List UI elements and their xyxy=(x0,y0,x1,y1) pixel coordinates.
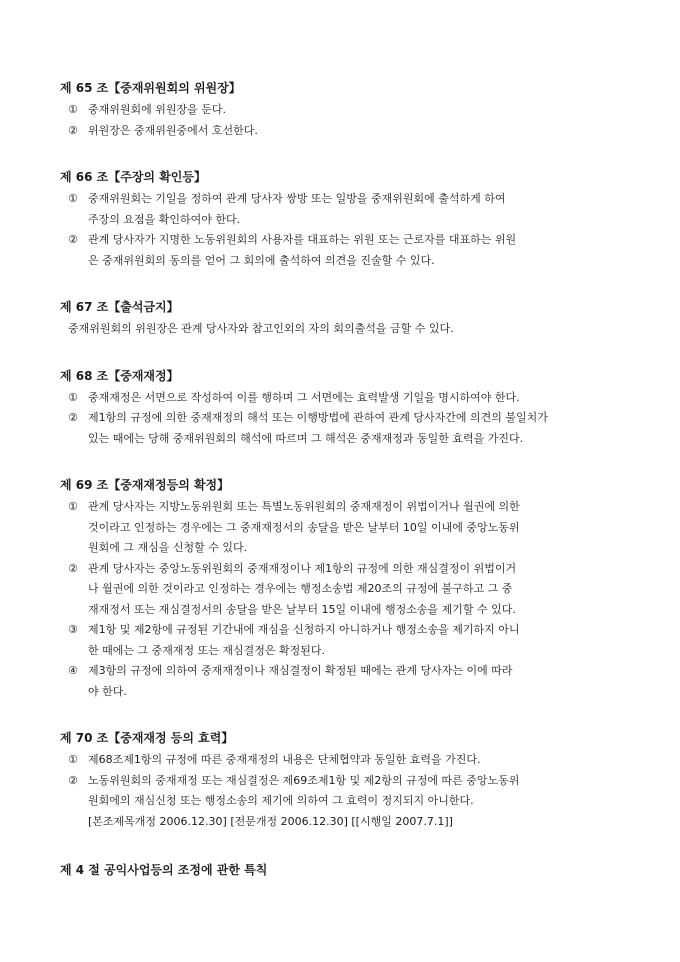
clause-number: ① xyxy=(68,103,78,116)
clause-number: ② xyxy=(68,411,78,424)
clause-number: ③ xyxy=(68,623,78,636)
clause-text-line: 것이라고 인정하는 경우에는 그 중재재정서의 송달을 받은 날부터 10일 이내에 중앙노동위 xyxy=(88,520,520,534)
clause-number: ① xyxy=(68,192,78,205)
clause-text-line: 제1항의 규정에 의한 중재재정의 해석 또는 이행방법에 관하여 관계 당사자간에 의견의 불일치가 xyxy=(88,411,548,424)
clause-text-line: 야 한다. xyxy=(88,684,127,698)
clause-text-line: 주장의 요점을 확인하여야 한다. xyxy=(88,212,241,226)
clause-text-line: 관계 당사자는 지방노동위원회 또는 특별노동위원회의 중재재정이 위법이거나 월권에 의한 xyxy=(88,500,520,513)
clause-text-line: 제68조제1항의 규정에 따른 중재재정의 내용은 단체협약과 동일한 효력을 가진다. xyxy=(88,753,481,766)
amendment-note: [본조제목개정 2006.12.30] [전문개정 2006.12.30] [[시행일 2007.7.1]] xyxy=(88,814,453,828)
clause-text-line: 있는 때에는 당해 중재위원회의 해석에 따르며 그 해석은 중재재정과 동일한 효력을 가진다. xyxy=(88,431,524,445)
article-heading: 제 65 조【중재위원회의 위원장】 xyxy=(60,81,241,95)
clause-text-line: 제1항 및 제2항에 규정된 기간내에 재심을 신청하지 아니하거나 행정소송을 제기하지 아니 xyxy=(88,623,520,636)
clause-text-line: 노동위원회의 중재재정 또는 재심결정은 제69조제1항 및 제2항의 규정에 따른 중앙노동위 xyxy=(88,773,520,787)
clause-number: ① xyxy=(68,753,78,766)
clause-text-line: 제3항의 규정에 의하여 중재재정이나 재심결정이 확정된 때에는 관계 당사자는 이에 따라 xyxy=(88,664,513,677)
clause-text-line: 나 월권에 의한 것이라고 인정하는 경우에는 행정소송법 제20조의 규정에 불구하고 그 중 xyxy=(88,582,513,595)
article-heading: 제 66 조【주장의 확인등】 xyxy=(60,170,206,184)
clause-text-line: 관계 당사자는 중앙노동위원회의 중재재정이나 제1항의 규정에 의한 재심결정이 위법이거 xyxy=(88,561,517,575)
article-heading: 제 67 조【출석금지】 xyxy=(60,300,179,314)
clause-number: ② xyxy=(68,123,78,137)
clause-text-line: 관계 당사자가 지명한 노동위원회의 사용자를 대표하는 위원 또는 근로자를 대표하는 위원 xyxy=(88,233,517,246)
clause-number: ① xyxy=(68,390,78,404)
clause-text-line: 중재위원회는 기일을 정하여 관계 당사자 쌍방 또는 일방을 중재위원회에 출석하게 하여 xyxy=(88,192,506,205)
clause-number: ② xyxy=(68,773,78,787)
article-heading: 제 69 조【중재재정등의 확정】 xyxy=(60,478,230,492)
clause-text-line: 중재재정은 서면으로 작성하여 이를 행하며 그 서면에는 효력발생 기일을 명시하여야 한다. xyxy=(88,390,520,404)
clause-text-line: 원회에 그 재심을 신청할 수 있다. xyxy=(88,541,248,554)
article-heading: 제 70 조【중재재정 등의 효력】 xyxy=(60,731,234,745)
article-text-line: 중재위원회의 위원장은 관계 당사자와 참고인외의 자의 회의출석을 금할 수 있다. xyxy=(68,322,454,335)
clause-number: ④ xyxy=(68,664,78,677)
clause-text-line: 한 때에는 그 중재재정 또는 재심결정은 확정된다. xyxy=(88,643,325,657)
clause-text-line: 은 중재위원회의 동의를 얻어 그 회의에 출석하여 의견을 진술할 수 있다. xyxy=(88,253,435,267)
clause-text-line: 위원장은 중재위원중에서 호선한다. xyxy=(88,123,258,137)
clause-text-line: 중재위원회에 위원장을 둔다. xyxy=(88,103,227,116)
clause-number: ② xyxy=(68,561,78,575)
clause-text-line: 재재정서 또는 재심결정서의 송달을 받은 날부터 15일 이내에 행정소송을 제기할 수 있다. xyxy=(88,602,516,616)
section-heading: 제 4 절 공익사업등의 조정에 관한 특칙 xyxy=(60,863,268,877)
clause-number: ① xyxy=(68,500,78,513)
clause-text-line: 원회에의 재심신청 또는 행정소송의 제기에 의하여 그 효력이 정지되지 아니한다. xyxy=(88,794,474,807)
clause-number: ② xyxy=(68,233,78,246)
article-heading: 제 68 조【중재재정】 xyxy=(60,368,179,383)
